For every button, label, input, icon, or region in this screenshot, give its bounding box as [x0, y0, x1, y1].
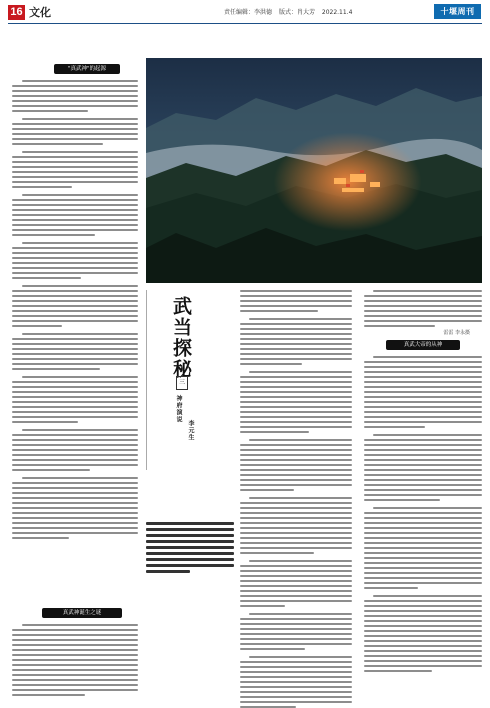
left-column-text [12, 80, 138, 539]
section-bar-birth: 真武神诞生之谜 [42, 608, 122, 618]
designer-credit: 版式：肖大芳 [278, 9, 315, 16]
page-number: 16 [8, 5, 25, 20]
right-column-text-top [364, 290, 482, 327]
section-bar-origin: "真武神"的起源 [54, 64, 120, 74]
right-column-text [364, 356, 482, 672]
newspaper-brand: 十堰周刊 [434, 4, 481, 19]
header-meta [224, 9, 357, 17]
lead-text [146, 522, 234, 573]
section-bar-attendants: 真武大帝的从神 [386, 340, 460, 350]
page-header [0, 0, 490, 24]
title-divider [146, 290, 147, 470]
issue-date: 2022.11.4 [321, 9, 353, 16]
middle-column-text [240, 290, 352, 708]
section-name: 文化 [29, 6, 51, 19]
photo-caption: 雷雷 李永摄 [443, 330, 470, 336]
feature-photo [146, 58, 482, 336]
series-number: 三 [176, 376, 188, 390]
header-rule [8, 23, 482, 24]
column-title: 武当探秘 [170, 296, 192, 380]
column-author: 李元生 [187, 420, 194, 441]
left-column-text-bottom [12, 624, 138, 696]
mountain-temple-photo [146, 58, 482, 283]
editor-credit: 责任编辑：李洪德 [224, 9, 273, 16]
column-subtitle: 神府演说 [175, 395, 182, 423]
